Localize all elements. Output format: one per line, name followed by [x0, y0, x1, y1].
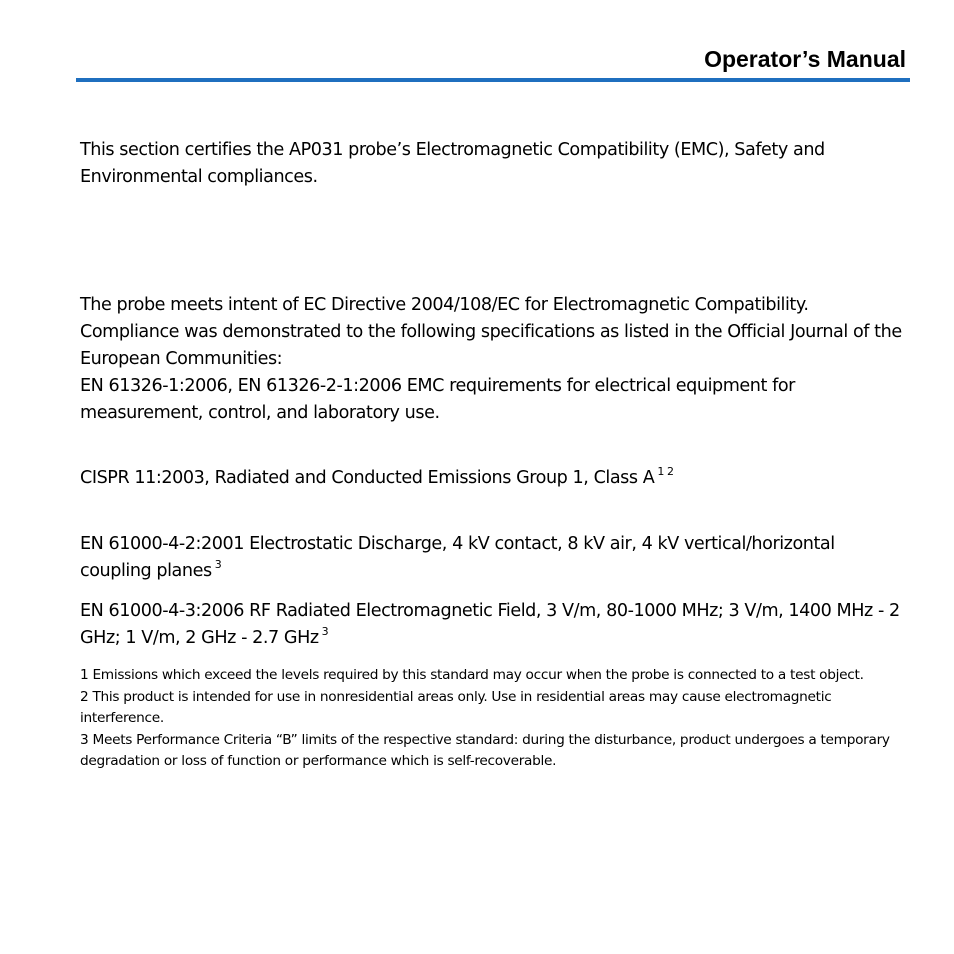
footnote-2: 2 This product is intended for use in nonresidential areas only. Use in residential areas may cause electromagnetic interference. — [80, 688, 832, 727]
intro-paragraph: This section certifies the AP031 probe’s Electromagnetic Compatibility (EMC), Safety and Environmental compliances. — [80, 140, 825, 187]
manual-title: Operator’s Manual — [704, 46, 906, 72]
esd-footnote-ref: 3 — [214, 558, 222, 571]
esd-line — [80, 531, 910, 585]
en-61326-paragraph: EN 61326-1:2006, EN 61326-2-1:2006 EMC requirements for electrical equipment for measurement, control, and laboratory use. — [80, 376, 795, 423]
esd-text: EN 61000-4-2:2001 Electrostatic Discharge, 4 kV contact, 8 kV air, 4 kV vertical/horizontal coupling planes — [80, 534, 835, 581]
ec-directive-paragraph: The probe meets intent of EC Directive 2004/108/EC for Electromagnetic Compatibility. Compliance was demonstrated to the following specifications as listed in the Official Journal of the European Communities: — [80, 295, 902, 369]
rf-footnote-ref: 3 — [321, 625, 329, 638]
cispr-line — [80, 465, 910, 492]
header-divider — [76, 78, 910, 82]
intro-section — [80, 137, 910, 191]
rf-text: EN 61000-4-3:2006 RF Radiated Electromagnetic Field, 3 V/m, 80-1000 MHz; 3 V/m, 1400 MHz - 2 GHz; 1 V/m, 2 GHz - 2.7 GHz — [80, 601, 900, 648]
cispr-text: CISPR 11:2003, Radiated and Conducted Emissions Group 1, Class A — [80, 468, 655, 488]
emc-compliance-section — [80, 292, 910, 427]
footnote-1: 1 Emissions which exceed the levels required by this standard may occur when the probe is connected to a test object. — [80, 667, 864, 683]
footnotes — [80, 665, 910, 773]
cispr-footnote-ref: 1 2 — [657, 465, 674, 478]
rf-line — [80, 598, 910, 652]
footnote-3: 3 Meets Performance Criteria “B” limits of the respective standard: during the disturbance, product undergoes a temporary degradation or loss of function or performance which is self-recoverable. — [80, 731, 890, 770]
